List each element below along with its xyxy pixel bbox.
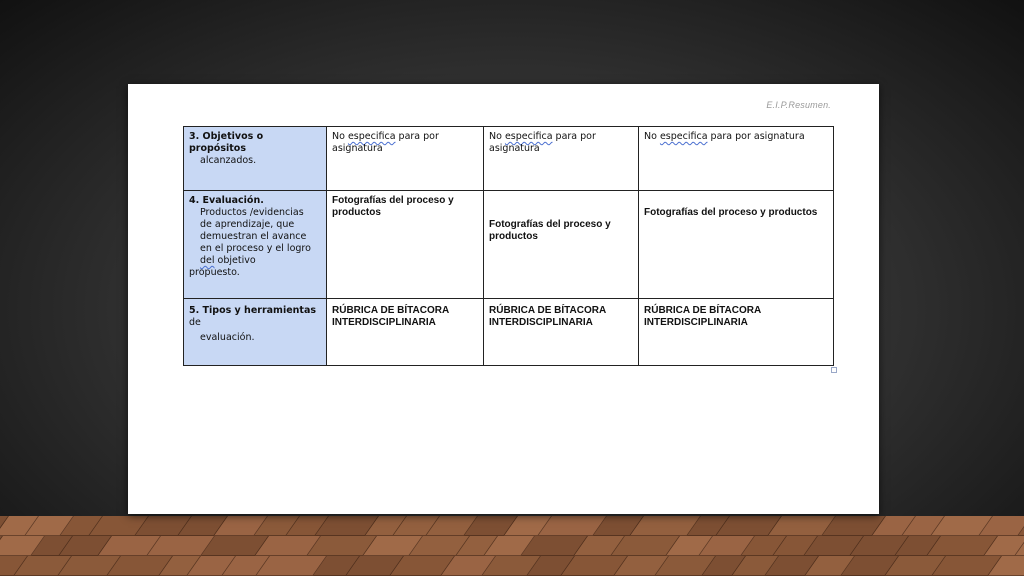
row-label-tipos — [184, 299, 327, 366]
wood-floor — [0, 516, 1024, 576]
row-label-objetivos — [184, 127, 327, 191]
table-cell — [484, 191, 639, 299]
row-label-line — [189, 255, 322, 267]
spellcheck-word: especifica — [659, 131, 708, 142]
cell-text: No — [332, 131, 348, 142]
row-label-line: demuestran el avance — [200, 231, 307, 242]
row-label-line: Productos /evidencias — [200, 207, 304, 218]
table-cell — [327, 299, 484, 366]
row-label-title: 4. Evaluación. — [189, 195, 264, 206]
table-cell — [639, 299, 834, 366]
spellcheck-word: especifica — [347, 131, 396, 142]
floor-plank-row — [0, 556, 1024, 576]
row-label-text: de — [189, 317, 201, 328]
floor-plank-row — [0, 536, 1024, 556]
evaluation-table — [183, 126, 834, 366]
table-cell — [484, 127, 639, 191]
row-label-evaluacion — [184, 191, 327, 299]
row-label-title: 3. Objetivos o propósitos — [189, 131, 264, 154]
table-cell — [639, 191, 834, 299]
table-cell — [327, 127, 484, 191]
cell-text: Fotografías del proceso y productos — [644, 207, 818, 218]
slide-page — [128, 84, 879, 514]
table-row-objetivos — [184, 127, 834, 191]
spellcheck-word: especifica — [504, 131, 553, 142]
table-row-evaluacion — [184, 191, 834, 299]
row-label-title: 5. Tipos y herramientas — [189, 305, 317, 316]
cell-text: para por asignatura — [332, 131, 439, 154]
table-cell — [484, 299, 639, 366]
cell-text: RÚBRICA DE BÍTACORA INTERDISCIPLINARIA — [489, 305, 606, 328]
row-label-text: alcanzados. — [200, 155, 257, 166]
cell-text: No — [644, 131, 660, 142]
header-note: E.I.P.Resumen. — [766, 100, 831, 110]
cell-text: para por asignatura — [489, 131, 596, 154]
spellcheck-word: del — [200, 255, 215, 266]
cell-text: Fotografías del proceso y productos — [489, 219, 611, 242]
row-label-text: objetivo — [214, 255, 256, 266]
row-label-text: evaluación. — [200, 332, 255, 343]
cell-text: para por asignatura — [707, 131, 805, 142]
cell-text: RÚBRICA DE BÍTACORA INTERDISCIPLINARIA — [644, 305, 761, 328]
cell-text: Fotografías del proceso y productos — [332, 195, 454, 218]
cell-text: No — [489, 131, 505, 142]
row-label-line: en el proceso y el logro — [200, 243, 311, 254]
table-cell — [327, 191, 484, 299]
row-label-line: propuesto. — [189, 267, 240, 278]
table-row-tipos — [184, 299, 834, 366]
table-cell — [639, 127, 834, 191]
cell-text: RÚBRICA DE BÍTACORA INTERDISCIPLINARIA — [332, 305, 449, 328]
floor-plank-row — [0, 516, 1024, 536]
table-resize-handle[interactable] — [831, 367, 837, 373]
row-label-line: de aprendizaje, que — [200, 219, 295, 230]
